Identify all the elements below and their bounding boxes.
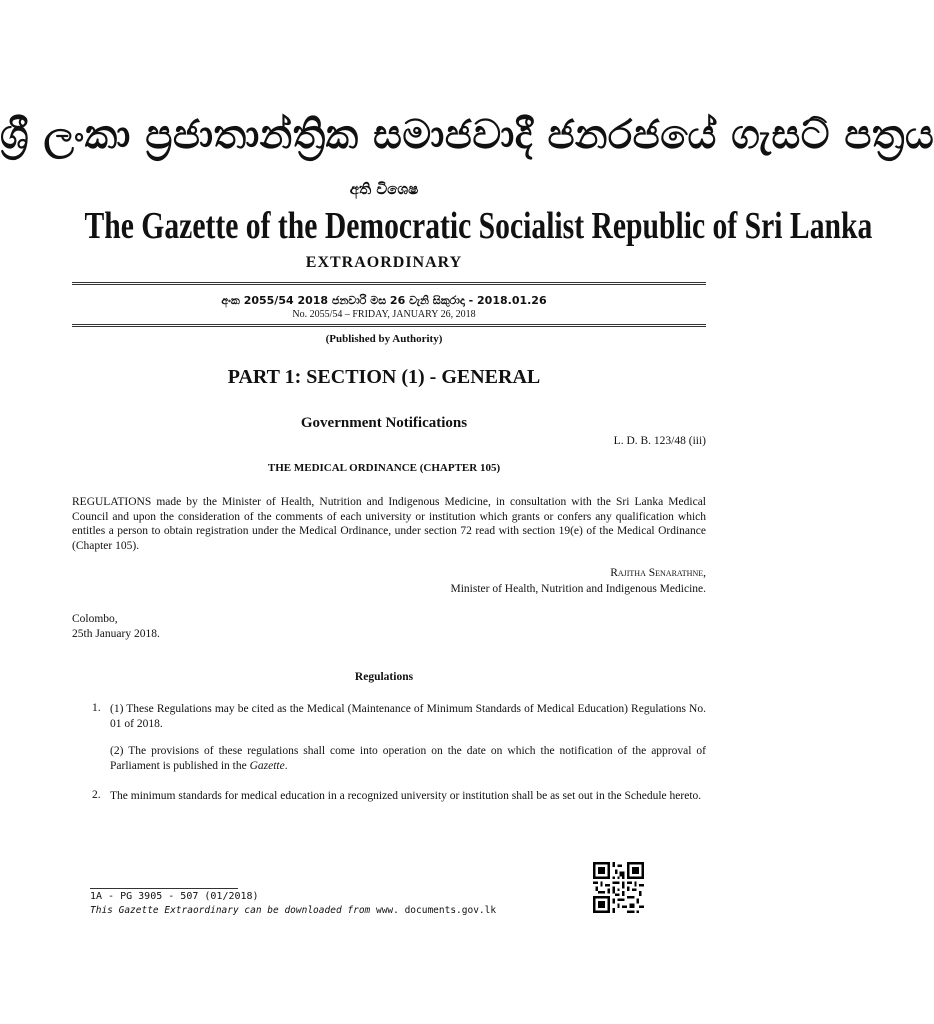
item-1-sub-2-end: . <box>284 759 288 772</box>
place-and-date <box>72 612 160 642</box>
regulations-preamble: REGULATIONS made by the Minister of Health, Nutrition and Indigenous Medicine, in consultation with the Sri Lanka Medical Council and upon the consideration of the comments of each university or institution which grants or confers any qualification which entitles a person to obtain registration under the Medical Ordinance, under section 72 read with section 19(e) of the Medical Ordinance (Chapter 105). <box>72 496 706 553</box>
english-gazette-title: The Gazette of the Democratic Socialist Republic of Sri Lanka <box>84 205 873 247</box>
part-title: PART 1: SECTION (1) - GENERAL <box>227 366 541 388</box>
issue-date-english: No. 2055/54 – FRIDAY, JANUARY 26, 2018 <box>292 309 476 320</box>
footer-divider <box>90 888 238 889</box>
item-2-number: 2. <box>92 789 101 801</box>
sinhala-extraordinary-label: අති විශෙෂ <box>349 180 419 198</box>
download-note <box>90 905 496 916</box>
ordinance-title: THE MEDICAL ORDINANCE (CHAPTER 105) <box>267 462 501 474</box>
section-title: Government Notifications <box>300 415 468 431</box>
issue-date-sinhala: අංක 2055/54 2018 ජනවාරි මස 26 වැනි සිකුරාදා - 2018.01.26 <box>221 294 547 307</box>
download-url: www. documents.gov.lk <box>370 905 497 916</box>
item-1-number: 1. <box>92 702 101 714</box>
print-code: 1A - PG 3905 - 507 (01/2018) <box>90 891 259 902</box>
published-by-authority: (Published by Authority) <box>325 333 443 345</box>
qr-code-icon <box>593 862 644 913</box>
regulations-heading: Regulations <box>354 671 414 683</box>
header-divider-bottom <box>72 324 706 327</box>
download-prefix: This Gazette Extraordinary can be downloaded from <box>90 905 371 916</box>
signatory-name: Rajitha Senarathne, <box>610 567 706 579</box>
item-1-sub-1: (1) These Regulations may be cited as the Medical (Maintenance of Minimum Standards of Medical Education) Regulations No. 01 of 2018. <box>110 703 706 730</box>
date: 25th January 2018. <box>72 628 160 640</box>
signatory-title: Minister of Health, Nutrition and Indigenous Medicine. <box>450 583 706 595</box>
item-1-sub-2 <box>110 744 706 773</box>
item-1-sub-2-text: (2) The provisions of these regulations shall come into operation on the date on which the notification of the approval of Parliament is published in the <box>110 745 706 772</box>
item-2-text: The minimum standards for medical education in a recognized university or institution shall be as set out in the Schedule hereto. <box>110 790 702 802</box>
extraordinary-label: EXTRAORDINARY <box>305 254 463 271</box>
place: Colombo, <box>72 613 118 625</box>
gazette-italic: Gazette <box>249 759 285 772</box>
reference-number: L. D. B. 123/48 (iii) <box>613 435 706 447</box>
header-divider-top <box>72 282 706 285</box>
sinhala-gazette-title: ශ්‍රී ලංකා ප්‍රජාතාන්ත්‍රික සමාජවාදී ජනරජයේ ගැසට් පත්‍රය <box>0 112 934 158</box>
